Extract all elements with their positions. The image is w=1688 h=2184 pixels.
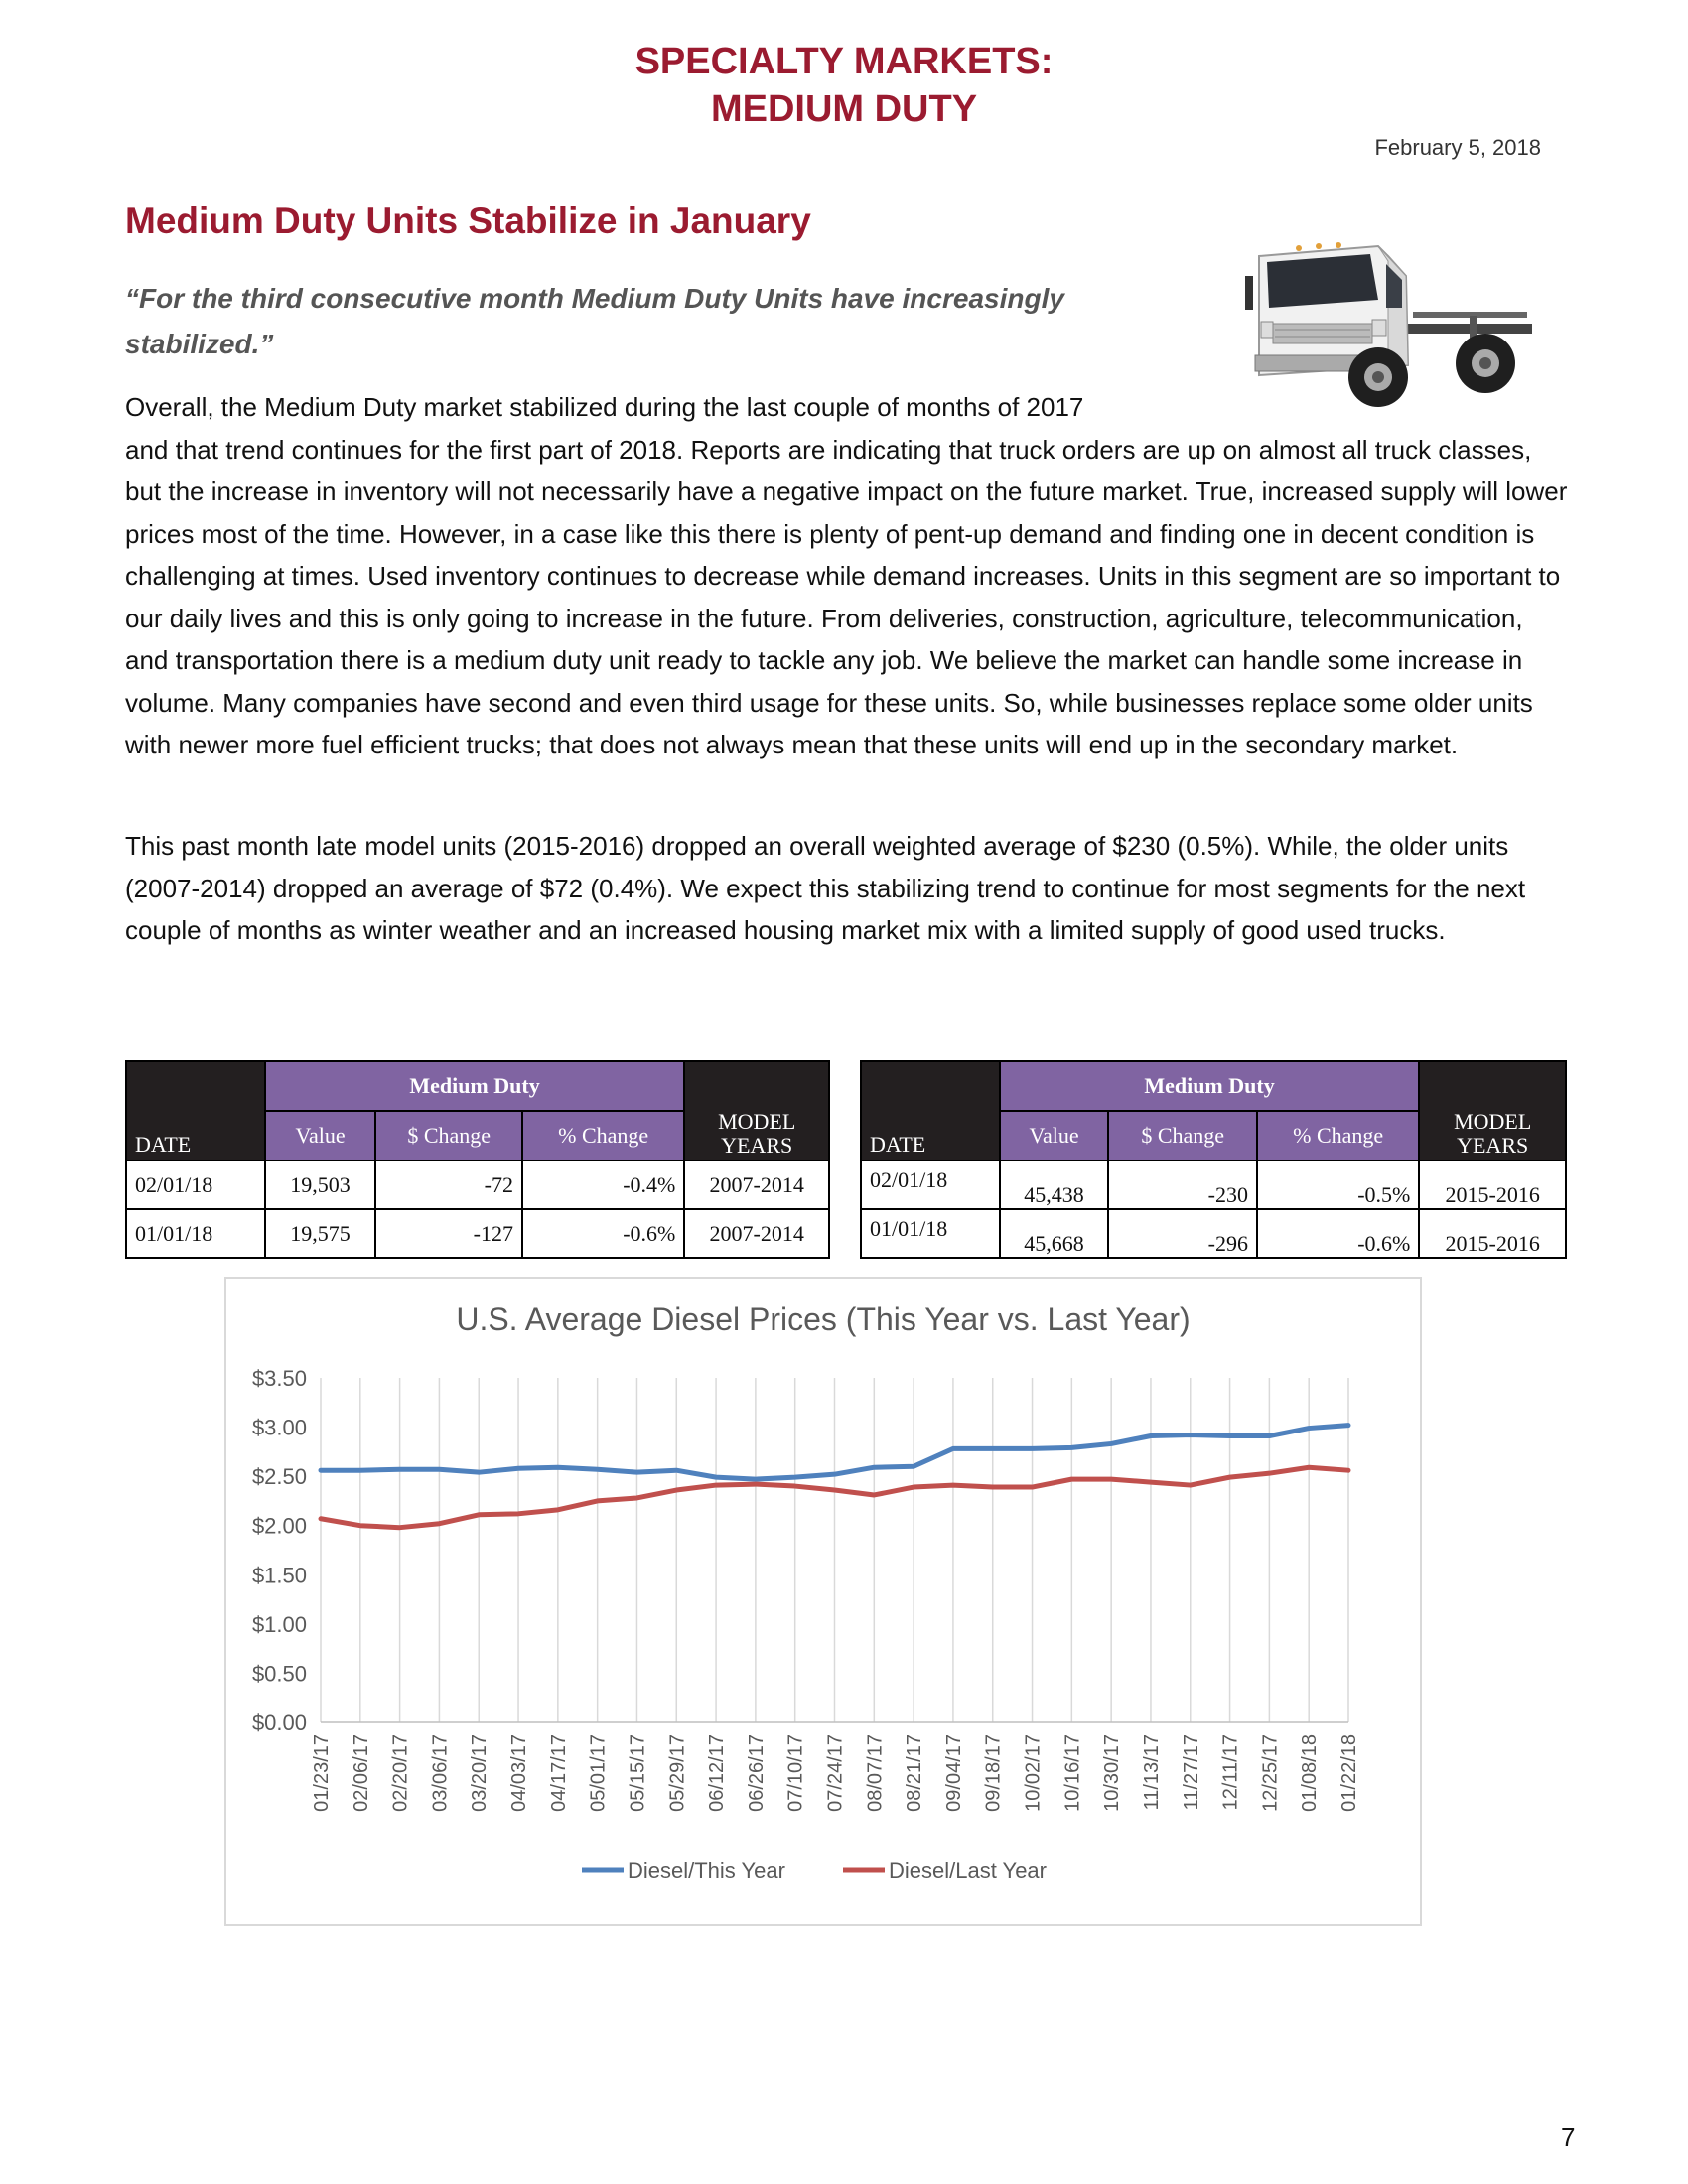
x-tick-label: 11/27/17 [1180,1734,1202,1811]
chart-title: U.S. Average Diesel Prices (This Year vs. Last Year) [456,1301,1191,1337]
y-tick-label: $2.50 [251,1464,307,1490]
x-tick-label: 05/29/17 [666,1734,689,1812]
x-tick-label: 05/01/17 [587,1734,610,1812]
table-header-dollar-change: $ Change [375,1111,522,1160]
table-row [861,1209,1566,1258]
cell-date: 02/01/18 [861,1160,1000,1209]
years-label: YEARS [1457,1133,1529,1158]
legend-label: Diesel/Last Year [889,1858,1047,1883]
x-tick-label: 03/20/17 [469,1734,492,1812]
x-tick-label: 01/08/18 [1299,1734,1322,1812]
x-tick-label: 10/30/17 [1101,1734,1124,1812]
medium-duty-truck-image [1239,216,1547,415]
cell-value: 45,668 [1000,1209,1109,1258]
table-group-header: Medium Duty [265,1061,685,1111]
body-paragraph-1 [125,386,1571,766]
x-tick-label: 03/06/17 [429,1734,452,1812]
x-axis-tick-labels [311,1734,1360,1812]
pull-quote-line1: “For the third consecutive month Medium Duty Units have increasingly [125,283,1064,314]
y-tick-label: $1.50 [251,1563,307,1588]
x-tick-label: 07/24/17 [824,1734,847,1812]
cell-date: 02/01/18 [126,1160,265,1209]
table-header-model-years [684,1061,829,1160]
cell-pct-change: -0.6% [1257,1209,1419,1258]
y-axis-tick-labels [252,1366,307,1735]
x-tick-label: 09/18/17 [982,1734,1005,1812]
y-tick-label: $2.00 [251,1513,307,1539]
body-paragraph-2 [125,825,1571,952]
report-title-line1: SPECIALTY MARKETS: [634,41,1054,82]
x-tick-label: 08/21/17 [904,1734,926,1812]
x-tick-label: 07/10/17 [784,1734,807,1812]
medium-duty-table-older [125,1060,830,1259]
pull-quote-line2: stabilized.” [125,329,274,359]
x-tick-label: 01/22/18 [1338,1734,1360,1812]
cell-dollar-change: -72 [375,1160,522,1209]
cell-dollar-change: -127 [375,1209,522,1258]
cell-pct-change: -0.6% [522,1209,684,1258]
x-tick-label: 04/17/17 [547,1734,570,1812]
pull-quote [125,276,1128,367]
x-tick-label: 10/16/17 [1061,1734,1084,1812]
x-tick-label: 12/25/17 [1259,1734,1282,1812]
years-label: YEARS [721,1133,793,1158]
table-group-header: Medium Duty [1000,1061,1420,1111]
body-paragraph-1-lead: Overall, the Medium Duty market stabilized during the last couple of months of 2017 [125,392,1084,422]
y-tick-label: $0.50 [251,1661,307,1687]
x-tick-label: 08/07/17 [864,1734,887,1812]
y-tick-label: $1.00 [251,1611,307,1637]
cell-value: 19,575 [265,1209,376,1258]
cell-model-years: 2015-2016 [1419,1209,1566,1258]
x-tick-label: 04/03/17 [508,1734,531,1812]
table-row [861,1160,1566,1209]
report-title-line2: MEDIUM DUTY [710,88,978,130]
model-label: MODEL [718,1109,796,1134]
cell-dollar-change: -230 [1108,1160,1257,1209]
cell-date: 01/01/18 [861,1209,1000,1258]
report-date: February 5, 2018 [1374,135,1541,160]
table-row [126,1209,829,1258]
x-tick-label: 02/20/17 [389,1734,412,1812]
table-header-value: Value [1000,1111,1109,1160]
cell-value: 19,503 [265,1160,376,1209]
y-tick-label: $3.50 [251,1366,307,1391]
x-tick-label: 06/26/17 [745,1734,768,1812]
x-tick-label: 09/04/17 [942,1734,965,1812]
x-tick-label: 06/12/17 [706,1734,729,1812]
cell-model-years: 2007-2014 [684,1209,829,1258]
chart-legend [582,1858,1047,1883]
cell-pct-change: -0.5% [1257,1160,1419,1209]
table-header-date: DATE [126,1061,265,1160]
x-tick-label: 02/06/17 [350,1734,372,1812]
y-tick-label: $3.00 [251,1415,307,1440]
cell-model-years: 2007-2014 [684,1160,829,1209]
cell-date: 01/01/18 [126,1209,265,1258]
table-header-pct-change: % Change [522,1111,684,1160]
x-tick-label: 12/11/17 [1219,1734,1242,1811]
cell-pct-change: -0.4% [522,1160,684,1209]
cell-value: 45,438 [1000,1160,1109,1209]
page-number: 7 [1561,2122,1576,2152]
table-header-pct-change: % Change [1257,1111,1419,1160]
x-tick-label: 01/23/17 [311,1734,333,1812]
cell-model-years: 2015-2016 [1419,1160,1566,1209]
legend-label: Diesel/This Year [628,1858,785,1883]
cell-dollar-change: -296 [1108,1209,1257,1258]
article-title: Medium Duty Units Stabilize in January [125,201,811,241]
x-tick-label: 11/13/17 [1140,1734,1163,1811]
body-paragraph-2-text: This past month late model units (2015-2016) dropped an overall weighted average of $230 (0.5%). While, the older units (2007-2014) dropped an average of $72 (0.4%). We expect this stabilizing trend to continue for most segments for the next couple of months as winter weather and an increased housing market mix with a limited supply of good used trucks. [125,831,1526,945]
table-header-date: DATE [861,1061,1000,1160]
x-tick-label: 10/02/17 [1022,1734,1045,1812]
table-header-dollar-change: $ Change [1108,1111,1257,1160]
table-header-value: Value [265,1111,376,1160]
x-tick-label: 05/15/17 [627,1734,649,1812]
y-tick-label: $0.00 [251,1710,307,1735]
chart-gridlines [321,1378,1348,1722]
table-header-model-years [1419,1061,1566,1160]
table-row [126,1160,829,1209]
diesel-price-chart [224,1277,1422,1926]
model-label: MODEL [1454,1109,1532,1134]
diesel-price-chart-svg [226,1279,1420,1924]
medium-duty-table-late-model [860,1060,1567,1259]
report-header [0,38,1688,133]
body-paragraph-1-rest: and that trend continues for the first part of 2018. Reports are indicating that truck orders are up on almost all truck classes, but the increase in inventory will not necessarily have a negative impact on the future market. True, increased supply will lower prices most of the time. However, in a case like this there is plenty of pent-up demand and finding one in decent condition is challenging at times. Used inventory continues to decrease while demand increases. Units in this segment are so important to our daily lives and this is only going to increase in the future. From deliveries, construction, agriculture, telecommunication, and transportation there is a medium duty unit ready to tackle any job. We believe the market can handle some increase in volume. Many companies have second and even third usage for these units. So, while businesses replace some older units with newer more fuel efficient trucks; that does not always mean that these units will end up in the secondary market. [125,434,1568,759]
